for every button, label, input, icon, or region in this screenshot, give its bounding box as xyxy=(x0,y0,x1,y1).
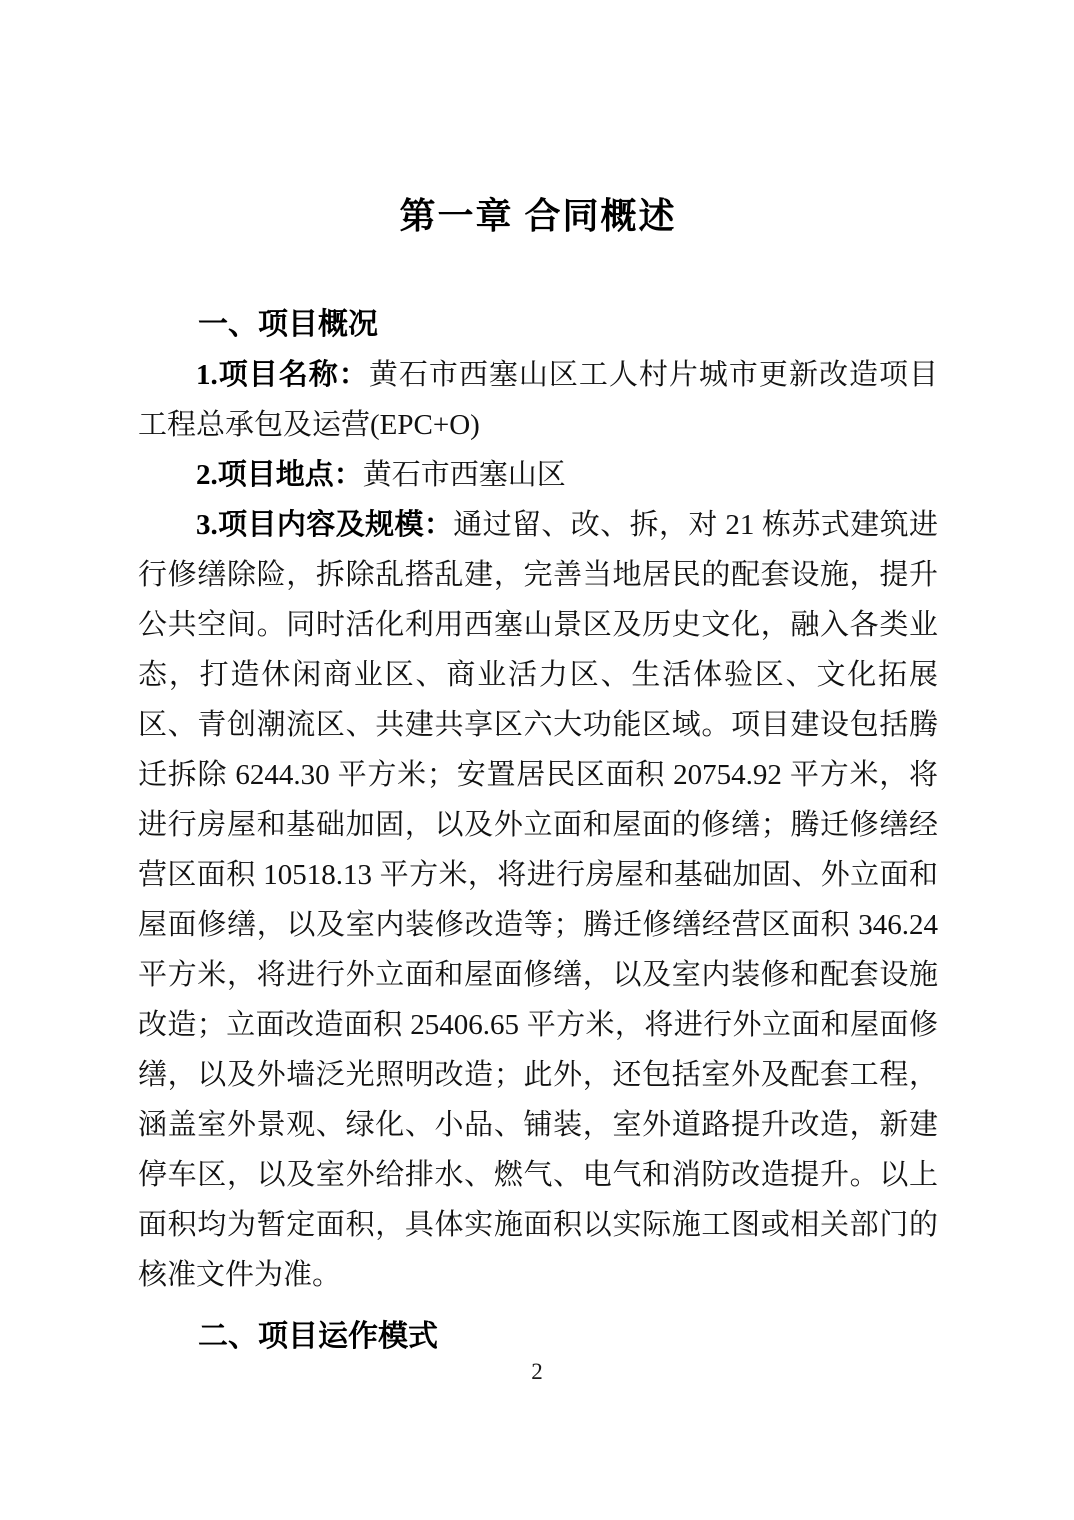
project-location-text: 黄石市西塞山区 xyxy=(362,459,566,491)
section-heading-project-overview: 一、项目概况 xyxy=(198,308,378,341)
project-scope-label: 3.项目内容及规模： xyxy=(196,509,454,541)
paragraph-project-location xyxy=(138,450,938,500)
section-heading-operation-mode: 二、项目运作模式 xyxy=(198,1320,438,1353)
project-name-label: 1.项目名称： xyxy=(196,359,369,391)
page-content xyxy=(138,190,938,1362)
project-scope-text: 通过留、改、拆，对 21 栋苏式建筑进行修缮除险，拆除乱搭乱建，完善当地居民的配套设施，提升公共空间。同时活化利用西塞山景区及历史文化，融入各类业态，打造休闲商业区、商业活力区、生活体验区、文化拓展区、青创潮流区、共建共享区六大功能区域。项目建设包括腾迁拆除 6244.30 平方米；安置居民区面积 20754.92 平方米，将进行房屋和基础加固，以及外立面和屋面的修缮；腾迁修缮经营区面积 10518.13 平方米，将进行房屋和基础加固、外立面和屋面修缮，以及室内装修改造等；腾迁修缮经营区面积 346.24 平方米，将进行外立面和屋面修缮，以及室内装修和配套设施改造；立面改造面积 25406.65 平方米，将进行外立面和屋面修缮，以及外墙泛光照明改造；此外，还包括室外及配套工程，涵盖室外景观、绿化、小品、铺装，室外道路提升改造，新建停车区，以及室外给排水、燃气、电气和消防改造提升。以上面积均为暂定面积，具体实施面积以实际施工图或相关部门的核准文件为准。 xyxy=(138,509,938,1291)
chapter-title: 第一章 合同概述 xyxy=(399,196,677,236)
project-name-text: 黄石市西塞山区工人村片城市更新改造项目工程总承包及运营(EPC+O) xyxy=(138,359,938,441)
page-number: 2 xyxy=(531,1359,543,1384)
project-location-label: 2.项目地点： xyxy=(196,459,363,491)
paragraph-project-name xyxy=(138,350,938,450)
paragraph-project-scope xyxy=(138,500,938,1300)
